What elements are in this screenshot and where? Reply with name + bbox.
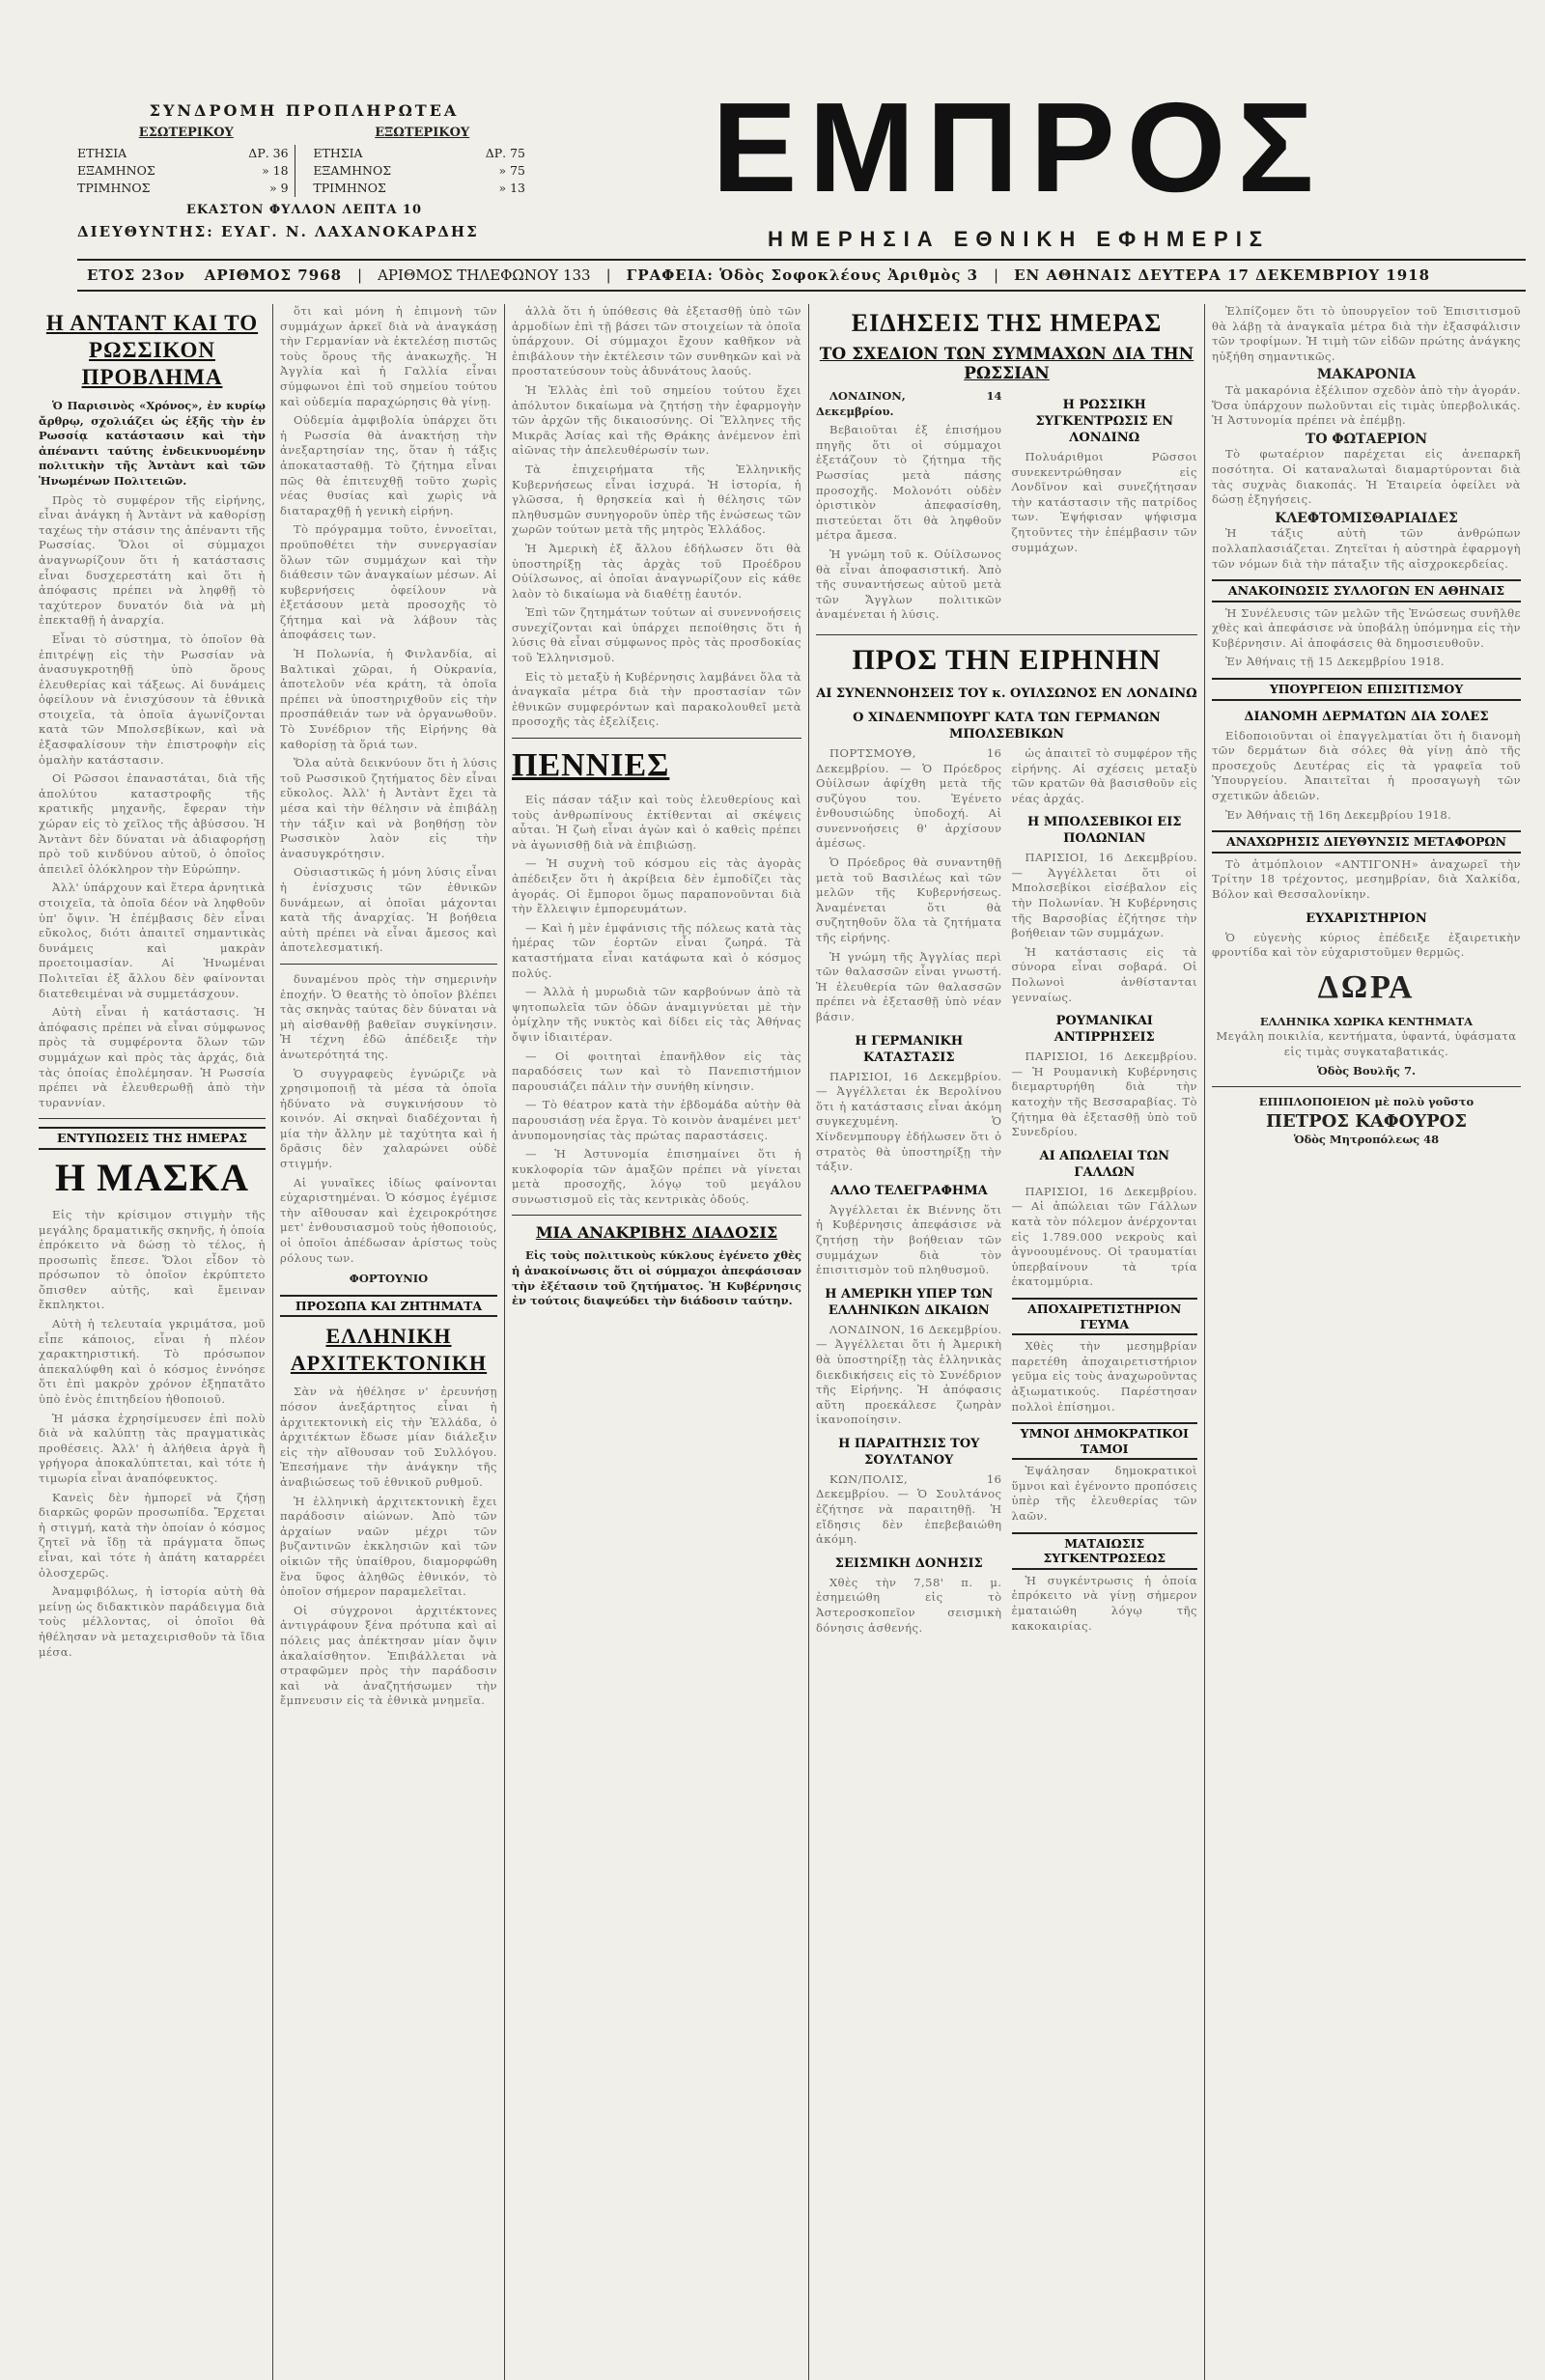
ad-gifts-sub: ΕΛΛΗΝΙΚΑ ΧΩΡΙΚΑ ΚΕΝΤΗΜΑΤΑ — [1259, 1014, 1474, 1028]
rate-label: ΕΞΑΜΗΝΟΣ — [313, 162, 392, 178]
headline-ministry: ΥΠΟΥΡΓΕΙΟΝ ΕΠΙΣΙΤΙΣΜΟΥ — [1212, 678, 1521, 701]
issue-date: ΕΝ ΑΘΗΝΑΙΣ ΔΕΥΤΕΡΑ 17 ΔΕΚΕΜΒΡΙΟΥ 1918 — [1014, 266, 1431, 284]
section-impressions: ΕΝΤΥΠΩΣΕΙΣ ΤΗΣ ΗΜΕΡΑΣ — [39, 1127, 266, 1150]
headline-democratic-hymns: ΥΜΝΟΙ ΔΗΜΟΚΡΑΤΙΚΟΙ ΤΑΜΟΙ — [1012, 1422, 1198, 1460]
headline-shipping: ΑΝΑΧΩΡΗΣΙΣ ΔΙΕΥΘΥΝΣΙΣ ΜΕΤΑΦΟΡΩΝ — [1212, 830, 1521, 854]
rate-label: ΤΡΙΜΗΝΟΣ — [313, 180, 386, 195]
column-1: Η ΑΝΤΑΝΤ ΚΑΙ ΤΟ ΡΩΣΣΙΚΟΝ ΠΡΟΒΛΗΜΑ Ὁ Παρισινὸς «Χρόνος», ἐν κυρίῳ ἄρθρῳ, σχολιάζει ὡς ἑξῆς τὴν ἐν Ρωσσίᾳ κατάστασιν καὶ τὴν ἀπέναντι ταύτης ἐνδεικνυομένην πολιτικὴν τῆς Ἀντὰντ καὶ τῶν Ἡνωμένων Πολιτειῶν. Πρὸς τὸ συμφέρον τῆς εἰρήνης, εἶναι ἀνάγκη ἡ Ἀντὰντ νὰ καθορίσῃ ταχέως τὴν στάσιν της ἀπέναντι τῆς Ρωσσίας. Ὅλοι οἱ σύμμαχοι ἀναγνωρίζουν ὅτι ἡ κατάστασις εἶναι δυσχερεστάτη καὶ ὅτι ἡ ἀπόφασις πρέπει νὰ ληφθῇ τὸ ταχύτερον δυνατόν διὰ νὰ μὴ ἐπεκταθῇ ἡ ἀναρχία. Εἶναι τὸ σύστημα, τὸ ὁποῖον θὰ ἐπιτρέψῃ εἰς τὴν Ρωσσίαν νὰ ἀνασυγκροτηθῇ ὑπὸ ὅρους ἐλευθερίας καὶ τάξεως. Αἱ δυνάμεις ὀφείλουν νὰ ἐνισχύσουν τὰ ἐθνικὰ στοιχεῖα, τὰ ὁποῖα ἀγωνίζονται κατὰ τῶν Μπολσεβίκων, καὶ νὰ ἐξασφαλίσουν τὴν ἐπιστροφὴν εἰς ὁμαλὴν κατάστασιν. Οἱ Ρῶσσοι ἐπαναστάται, διὰ τῆς ἀπολύτου καταστροφῆς τῆς κρατικῆς μηχανῆς, ἔφεραν τὴν χώραν εἰς τὸ χεῖλος τῆς ἀβύσσου. Ἡ Ἀντὰντ δὲν δύναται νὰ ἀδιαφορήσῃ πρὸ τοῦ κινδύνου αὐτοῦ, ὁ ὁποῖος ἀπειλεῖ ὁλόκληρον τὴν Εὐρώπην. Ἀλλ' ὑπάρχουν καὶ ἕτερα ἀρνητικὰ στοιχεῖα, τὰ ὁποῖα δέον νὰ ληφθοῦν ὑπ' ὄψιν. Ἡ ἐπέμβασις δὲν εἶναι εὔκολος, διότι ἀπαιτεῖ σημαντικὰς δυνάμεις καὶ μακρὰν προετοιμασίαν. Αἱ Ἡνωμέναι Πολιτεῖαι ἐξ ἄλλου δὲν φαίνονται διατεθειμέναι νὰ συμμετάσχουν. Αὐτὴ εἶναι ἡ κατάστασις. Ἡ ἀπόφασις πρέπει νὰ εἶναι σύμφωνος πρὸς τὰ συμφέροντα ὅλων τῶν συμμάχων καὶ πρὸς τὰς ἀρχάς, διὰ τὰς ὁποίας ἐπολέμησαν. Ἡ Ρωσσία πρέπει νὰ ἐλευθερωθῇ ἀπὸ τὴν τυραννίαν. ΕΝΤΥΠΩΣΕΙΣ ΤΗΣ ΗΜΕΡΑΣ Η ΜΑΣΚΑ Εἰς τὴν κρίσιμον στιγμὴν τῆς μεγάλης δραματικῆς σκηνῆς, ἡ ὁποία ἐπρόκειτο νὰ δώσῃ τὸ τέλος, ἡ προσωπὶς ἔπεσε. Ὅλοι εἶδον τὸ πρόσωπον τὸ ὁποῖον ἐκρύπτετο ὄπισθεν αὐτῆς, καὶ ἔμειναν ἔκπληκτοι. Αὐτὴ ἡ τελευταία γκριμάτσα, μοῦ εἶπε κάποιος, εἶναι ἡ πλέον χαρακτηριστική. Τὸ πρόσωπον ἀπεκαλύφθη καὶ ὁ κόσμος ἐννόησε ὅτι ἐπὶ μακρὸν χρόνον ἐξηπατᾶτο ὑπὸ ἑνὸς ἐπιτηδείου ἠθοποιοῦ. Ἡ μάσκα ἐχρησίμευσεν ἐπὶ πολὺ διὰ νὰ καλύπτῃ τὰς πραγματικὰς προθέσεις. Ἀλλ' ἡ ἀλήθεια ἀργὰ ἢ γρήγορα ἀποκαλύπτεται, καὶ τότε ἡ τιμωρία εἶναι ἀναπόφευκτος. Κανεὶς δὲν ἠμπορεῖ νὰ ζήσῃ διαρκῶς φορῶν προσωπίδα. Ἔρχεται ἡ στιγμή, κατὰ τὴν ὁποίαν ὁ κόσμος ζητεῖ νὰ ἴδῃ τὰ πράγματα ὅπως εἶναι, καὶ τότε ἡ ἀπάτη καταρρέει ὁλοσχερῶς. Ἀναμφιβόλως, ἡ ἱστορία αὐτὴ θὰ μείνῃ ὡς διδακτικὸν παράδειγμα διὰ τοὺς μέλλοντας, οἱ ὁποῖοι θὰ ἠθέλησαν νὰ μεταχειρισθοῦν τὰ ἴδια μέσα. — [39, 311, 266, 1659]
column-divider — [272, 304, 273, 2380]
headline-other-telegram: ΑΛΛΟ ΤΕΛΕΓΡΑΦΗΜΑ — [829, 1183, 988, 1198]
foreign-label: ΕΞΩΤΕΡΙΚΟΥ — [375, 126, 470, 140]
phone-number: ΑΡΙΘΜΟΣ ΤΗΛΕΦΩΝΟΥ 133 — [378, 266, 591, 284]
rate-price: » 18 — [262, 162, 289, 178]
ad-furniture: ΕΠΙΠΛΟΠΟΙΕΙΟΝ μὲ πολὺ γοῦστο — [1258, 1095, 1475, 1109]
headline-inaccurate-rumor: ΜΙΑ ΑΝΑΚΡΙΒΗΣ ΔΙΑΔΟΣΙΣ — [535, 1223, 778, 1243]
headline-germany: Η ΓΕΡΜΑΝΙΚΗ ΚΑΤΑΣΤΑΣΙΣ — [855, 1033, 964, 1065]
headline-greek-architecture: ΕΛΛΗΝΙΚΗ ΑΡΧΙΤΕΚΤΟΝΙΚΗ — [290, 1324, 488, 1376]
rate-label: ΤΡΙΜΗΝΟΣ — [77, 180, 151, 195]
newspaper-subtitle: ΗΜΕΡΗΣΙΑ ΕΘΝΙΚΗ ΕΦΗΜΕΡΙΣ — [767, 227, 1271, 251]
rate-price: ΔΡ. 75 — [485, 145, 525, 160]
rate-price: » 9 — [269, 180, 289, 195]
headline-russian-gathering: Η ΡΩΣΣΙΚΗ ΣΥΓΚΕΝΤΡΩΣΙΣ ΕΝ ΛΟΝΔΙΝΩ — [1035, 398, 1174, 445]
headline-america: Η ΑΜΕΡΙΚΗ ΥΠΕΡ ΤΩΝ ΕΛΛΗΝΙΚΩΝ ΔΙΚΑΙΩΝ — [825, 1286, 994, 1318]
headline-romania: ΡΟΥΜΑΝΙΚΑΙ ΑΝΤΙΡΡΗΣΕΙΣ — [1053, 1014, 1155, 1046]
lead-paragraph: Ὁ Παρισινὸς «Χρόνος», ἐν κυρίῳ ἄρθρῳ, σχολιάζει ὡς ἑξῆς τὴν ἐν Ρωσσίᾳ κατάστασιν καὶ τὴν ἀπέναντι ταύτης ἐνδεικνυομένην πολιτικὴν τῆς Ἀντὰντ καὶ τῶν Ἡνωμένων Πολιτειῶν. — [39, 399, 266, 488]
column-2: ὅτι καὶ μόνη ἡ ἐπιμονὴ τῶν συμμάχων ἀρκεῖ διὰ νὰ ἀναγκάσῃ τὴν Γερμανίαν νὰ ἐκτελέσῃ πιστῶς τοὺς ὅρους τῆς ἀνακωχῆς. Ἡ Ἀγγλία καὶ ἡ Γαλλία εἶναι σύμφωνοι ἐπὶ τοῦ σημείου τούτου καὶ οὐδεμία παραχώρησις θὰ γίνῃ. Οὐδεμία ἀμφιβολία ὑπάρχει ὅτι ἡ Ρωσσία θὰ ἀνακτήσῃ τὴν ἀνεξαρτησίαν της, ὅταν ἡ τάξις ἀποκατασταθῇ. Τὸ ζήτημα εἶναι πῶς θὰ ἐπιτευχθῇ τοῦτο χωρὶς νέας θυσίας καὶ χωρὶς νὰ διαταραχθῇ ἡ γενικὴ εἰρήνη. Τὸ πρόγραμμα τοῦτο, ἐννοεῖται, προϋποθέτει τὴν συνεργασίαν ὅλων τῶν συμμάχων καὶ τὴν διάθεσιν τῶν ἀναγκαίων μέσων. Αἱ κυβερνήσεις ὀφείλουν νὰ ἐξετάσουν μετὰ προσοχῆς τὸ ζήτημα καὶ νὰ λάβουν τὰς ἀποφάσεις των. Ἡ Πολωνία, ἡ Φινλανδία, αἱ Βαλτικαὶ χῶραι, ἡ Οὐκρανία, ἀποτελοῦν νέα κράτη, τὰ ὁποῖα πρέπει νὰ ὑποστηριχθοῦν εἰς τὴν προσπάθειάν των νὰ ὀργανωθοῦν. Τὸ Συνέδριον τῆς Εἰρήνης θὰ καθορίσῃ τὰ ὅριά των. Ὅλα αὐτὰ δεικνύουν ὅτι ἡ λύσις τοῦ Ρωσσικοῦ ζητήματος δὲν εἶναι εὔκολος. Ἀλλ' ἡ Ἀντὰντ ἔχει τὰ μέσα καὶ τὴν θέλησιν νὰ ἐπιβάλῃ τὴν τάξιν καὶ νὰ βοηθήσῃ τὸν Ρωσσικὸν λαὸν εἰς τὴν ἀνασυγκρότησιν. Οὐσιαστικῶς ἡ μόνη λύσις εἶναι ἡ ἐνίσχυσις τῶν ἐθνικῶν δυνάμεων, αἱ ὁποῖαι μάχονται κατὰ τῆς ἀναρχίας. Ἡ βοήθεια αὐτὴ πρέπει νὰ εἶναι ἄμεσος καὶ ἀποτελεσματική. δυναμένου πρὸς τὴν σημερινὴν ἐποχήν. Ὁ θεατὴς τὸ ὁποῖον βλέπει τὰς σκηνὰς ταύτας δὲν δύναται νὰ μὴ αἰσθανθῇ βαθεῖαν συγκίνησιν. Ἡ τέχνη ἐδῶ ἀπέδειξε τὴν ἀνωτερότητά της. Ὁ συγγραφεὺς ἐγνώριζε νὰ χρησιμοποιῇ τὰ μέσα τὰ ὁποῖα ἠδύνατο νὰ συγκινήσουν τὸ κοινόν. Αἱ σκηναὶ διαδέχονται ἡ μία τὴν ἄλλην μὲ ταχύτητα καὶ ἡ δρᾶσις δὲν χαλαρώνει οὐδὲ στιγμήν. Αἱ γυναῖκες ἰδίως φαίνονται εὐχαριστημέναι. Ὁ κόσμος ἐγέμισε τὴν αἴθουσαν καὶ ἐχειροκρότησε μετ' ἐνθουσιασμοῦ τοὺς ἠθοποιούς, οἱ ὁποῖοι ἀπέδωσαν ἀρίστως τοὺς ρόλους των. ΦΟΡΤΟΥΝΙΟ ΠΡΟΣΩΠΑ ΚΑΙ ΖΗΤΗΜΑΤΑ ΕΛΛΗΝΙΚΗ ΑΡΧΙΤΕΚΤΟΝΙΚΗ Σὰν νὰ ἠθέλησε ν' ἐρευνήσῃ πόσον ἀνεξάρτητος εἶναι ἡ ἀρχιτεκτονικὴ εἰς τὴν Ἑλλάδα, ὁ ἀρχιτέκτων ἔδωσε μίαν διάλεξιν εἰς τὴν αἴθουσαν τοῦ Συλλόγου. Ἐπεσήμανε τὴν ἀνάγκην τῆς ἀναβιώσεως τοῦ ἐθνικοῦ ρυθμοῦ. Ἡ ἑλληνικὴ ἀρχιτεκτονικὴ ἔχει παράδοσιν αἰώνων. Ἀπὸ τῶν ἀρχαίων ναῶν μέχρι τῶν βυζαντινῶν ἐκκλησιῶν καὶ τῶν οἰκιῶν τῆς ὑπαίθρου, διαμορφώθη ἕνα ὕφος ἀληθῶς ἐθνικόν, τὸ ὁποῖον σήμερον παραμελεῖται. Οἱ σύγχρονοι ἀρχιτέκτονες ἀντιγράφουν ξένα πρότυπα καὶ αἱ πόλεις μας ἀπέκτησαν μίαν ὄψιν ἀκαλαίσθητον. Ἐπιβάλλεται νὰ στραφῶμεν πρὸς τὴν παράδοσιν καὶ νὰ ἀναζητήσωμεν τὴν ἔμπνευσιν εἰς τὰ ἐθνικὰ μνημεῖα. — [280, 304, 497, 1708]
issue-number: ΑΡΙΘΜΟΣ 7968 — [204, 266, 343, 284]
column-5: Ἐλπίζομεν ὅτι τὸ ὑπουργεῖον τοῦ Ἐπισιτισμοῦ θὰ λάβῃ τὰ ἀναγκαῖα μέτρα διὰ τὴν ἐξασφάλισιν τῶν τροφίμων. Ἡ τιμὴ τῶν εἰδῶν πρώτης ἀνάγκης ηὐξήθη σημαντικῶς. ΜΑΚΑΡΟΝΙΑ Τὰ μακαρόνια ἐξέλιπον σχεδὸν ἀπὸ τὴν ἀγοράν. Ὅσα ὑπάρχουν πωλοῦνται εἰς τιμὰς ὑπερβολικάς. Ἡ Ἀστυνομία πρέπει νὰ ἐπέμβῃ. ΤΟ ΦΩΤΑΕΡΙΟΝ Τὸ φωταέριον παρέχεται εἰς ἀνεπαρκῆ ποσότητα. Οἱ καταναλωταὶ διαμαρτύρονται διὰ τὰς συχνὰς διακοπάς. Ἡ Ἑταιρεία ὀφείλει νὰ δώσῃ ἐξηγήσεις. ΚΛΕΦΤΟΜΙΣΘΑΡΙΑΙΔΕΣ Ἡ τάξις αὐτὴ τῶν ἀνθρώπων πολλαπλασιάζεται. Ζητεῖται ἡ αὐστηρὰ ἐφαρμογὴ τῶν νόμων διὰ τὴν πάταξιν τῆς αἰσχροκερδείας. ΑΝΑΚΟΙΝΩΣΙΣ ΣΥΛΛΟΓΩΝ ΕΝ ΑΘΗΝΑΙΣ Ἡ Συνέλευσις τῶν μελῶν τῆς Ἑνώσεως συνῆλθε χθὲς καὶ ἀπεφάσισε νὰ ὑποβάλῃ ὑπόμνημα εἰς τὴν Κυβέρνησιν. Αἱ ἀποφάσεις θὰ δημοσιευθοῦν. Ἐν Ἀθήναις τῇ 15 Δεκεμβρίου 1918. ΥΠΟΥΡΓΕΙΟΝ ΕΠΙΣΙΤΙΣΜΟΥ ΔΙΑΝΟΜΗ ΔΕΡΜΑΤΩΝ ΔΙΑ ΣΟΛΕΣ Εἰδοποιοῦνται οἱ ἐπαγγελματίαι ὅτι ἡ διανομὴ τῶν δερμάτων διὰ σόλες θὰ γίνῃ ἀπὸ τῆς προσεχοῦς Δευτέρας εἰς τὰ γραφεῖα τοῦ Ὑπουργείου. Ἀπαιτεῖται ἡ προσαγωγὴ τῶν σχετικῶν ἀδειῶν. Ἐν Ἀθήναις τῇ 16η Δεκεμβρίου 1918. ΑΝΑΧΩΡΗΣΙΣ ΔΙΕΥΘΥΝΣΙΣ ΜΕΤΑΦΟΡΩΝ Τὸ ἀτμόπλοιον «ΑΝΤΙΓΟΝΗ» ἀναχωρεῖ τὴν Τρίτην 18 τρέχοντος, μεσημβρίαν, διὰ Χαλκίδα, Βόλον καὶ Θεσσαλονίκην. ΕΥΧΑΡΙΣΤΗΡΙΟΝ Ὁ εὐγενὴς κύριος ἐπέδειξε ἐξαιρετικὴν φροντίδα καὶ τὸν εὐχαριστοῦμεν θερμῶς. ΔΩΡΑ ΕΛΛΗΝΙΚΑ ΧΩΡΙΚΑ ΚΕΝΤΗΜΑΤΑ Μεγάλη ποικιλία, κεντήματα, ὑφαντά, ὑφάσματα εἰς τιμὰς συγκαταβατικάς. Ὁδὸς Βουλῆς 7. ΕΠΙΠΛΟΠΟΙΕΙΟΝ μὲ πολὺ γοῦστο ΠΕΤΡΟΣ ΚΑΦΟΥΡΟΣ Ὁδὸς Μητροπόλεως 48 — [1212, 304, 1521, 1147]
section-persons-issues: ΠΡΟΣΩΠΑ ΚΑΙ ΖΗΤΗΜΑΤΑ — [280, 1295, 497, 1318]
headline-entente-russia: Η ΑΝΤΑΝΤ ΚΑΙ ΤΟ ΡΩΣΣΙΚΟΝ ΠΡΟΒΛΗΜΑ — [45, 311, 259, 389]
rate-price: ΔΡ. 36 — [248, 145, 289, 160]
column-divider — [1204, 304, 1205, 2380]
newspaper-logo: ΕΜΠΡΟΣ — [712, 76, 1326, 218]
rate-label: ΕΞΑΜΗΝΟΣ — [77, 162, 155, 178]
headline-seismic: ΣΕΙΣΜΙΚΗ ΔΟΝΗΣΙΣ — [834, 1555, 983, 1571]
offices-address: ΓΡΑΦΕΙΑ: Ὁδὸς Σοφοκλέους Ἀριθμὸς 3 — [626, 266, 979, 284]
ad-gifts: ΔΩΡΑ — [1317, 968, 1416, 1005]
headline-union-notice: ΑΝΑΚΟΙΝΩΣΙΣ ΣΥΛΛΟΓΩΝ ΕΝ ΑΘΗΝΑΙΣ — [1212, 579, 1521, 602]
subhead-leather-distribution: ΔΙΑΝΟΜΗ ΔΕΡΜΑΤΩΝ ΔΙΑ ΣΟΛΕΣ — [1244, 709, 1489, 724]
domestic-label: ΕΣΩΤΕΡΙΚΟΥ — [138, 126, 234, 140]
headline-macaroni: ΜΑΚΑΡΟΝΙΑ — [1316, 367, 1417, 383]
headline-allied-plan: ΤΟ ΣΧΕΔΙΟΝ ΤΩΝ ΣΥΜΜΑΧΩΝ ΔΙΑ ΤΗΝ ΡΩΣΣΙΑΝ — [819, 345, 1194, 383]
subscription-title: ΣΥΝΔΡΟΜΗ ΠΡΟΠΛΗΡΩΤΕΑ — [149, 101, 460, 120]
dateline-london: ΛΟΝΔΙΝΟΝ, 14 Δεκεμβρίου. — [816, 389, 1002, 418]
dateline-bar: ΕΤΟΣ 23ον ΑΡΙΘΜΟΣ 7968 | ΑΡΙΘΜΟΣ ΤΗΛΕΦΩΝΟΥ 133 | ΓΡΑΦΕΙΑ: Ὁδὸς Σοφοκλέους Ἀριθμὸς 3 | ΕΝ ΑΘΗΝΑΙΣ ΔΕΥΤΕΡΑ 17 ΔΕΚΕΜΒΡΙΟΥ 1918 — [77, 259, 1526, 292]
ad-furniture-name: ΠΕΤΡΟΣ ΚΑΦΟΥΡΟΣ — [1265, 1110, 1468, 1132]
masthead — [19, 76, 1526, 333]
year: ΕΤΟΣ 23ον — [87, 266, 185, 284]
column-4: ΕΙΔΗΣΕΙΣ ΤΗΣ ΗΜΕΡΑΣ ΤΟ ΣΧΕΔΙΟΝ ΤΩΝ ΣΥΜΜΑΧΩΝ ΔΙΑ ΤΗΝ ΡΩΣΣΙΑΝ ΛΟΝΔΙΝΟΝ, 14 Δεκεμβρίου. Βεβαιοῦται ἐξ ἐπισήμου πηγῆς ὅτι οἱ σύμμαχοι ἐξετάζουν τὸ ζήτημα τῆς Ρωσσίας μετὰ πάσης προσοχῆς. Μολονότι οὐδὲν ὁριστικὸν ἀπεφασίσθη, πιστεύεται ὅτι θὰ ληφθοῦν μέτρα ἄμεσα. Ἡ γνώμη τοῦ κ. Οὐίλσωνος θὰ εἶναι ἀποφασιστική. Ἀπὸ τῆς συναντήσεως αὐτοῦ μετὰ τῶν Ἄγγλων πολιτικῶν ἀναμένεται ἡ λύσις. Η ΡΩΣΣΙΚΗ ΣΥΓΚΕΝΤΡΩΣΙΣ ΕΝ ΛΟΝΔΙΝΩ Πολυάριθμοι Ρῶσσοι συνεκεντρώθησαν εἰς Λονδῖνον καὶ συνεζήτησαν τὴν κατάστασιν τῆς πατρίδος των. Ἐψήφισαν ψήφισμα ζητοῦντες τὴν ἐπέμβασιν τῶν συμμάχων. ΠΡΟΣ ΤΗΝ ΕΙΡΗΝΗΝ ΑΙ ΣΥΝΕΝΝΟΗΣΕΙΣ ΤΟΥ κ. ΟΥΙΛΣΩΝΟΣ ΕΝ ΛΟΝΔΙΝΩ Ο ΧΙΝΔΕΝΜΠΟΥΡΓ ΚΑΤΑ ΤΩΝ ΓΕΡΜΑΝΩΝ ΜΠΟΛΣΕΒΙΚΩΝ ΠΟΡΤΣΜΟΥΘ, 16 Δεκεμβρίου. — Ὁ Πρόεδρος Οὐίλσων ἀφίχθη μετὰ τῆς συζύγου του. Ἐγένετο ἐνθουσιώδης ὑποδοχή. Αἱ συνεννοήσεις θ' ἀρχίσουν ἀμέσως. Ὁ Πρόεδρος θὰ συναντηθῇ μετὰ τοῦ Βασιλέως καὶ τῶν μελῶν τῆς Κυβερνήσεως. Ἀναμένεται ὅτι θὰ συζητηθοῦν ὅλα τὰ ζητήματα τῆς εἰρήνης. Ἡ γνώμη τῆς Ἀγγλίας περὶ τῶν θαλασσῶν εἶναι γνωστή. Ἡ ἐλευθερία τῶν θαλασσῶν πρέπει νὰ ἐξετασθῇ ὑπὸ νέαν βάσιν. Η ΓΕΡΜΑΝΙΚΗ ΚΑΤΑΣΤΑΣΙΣ ΠΑΡΙΣΙΟΙ, 16 Δεκεμβρίου. — Ἀγγέλλεται ἐκ Βερολίνου ὅτι ἡ κατάστασις εἶναι ἀκόμη συγκεχυμένη. Ὁ Χίνδενμπουργ ἐδήλωσεν ὅτι ὁ στρατὸς θὰ ὑποστηρίξῃ τὴν τάξιν. ΑΛΛΟ ΤΕΛΕΓΡΑΦΗΜΑ Ἀγγέλλεται ἐκ Βιέννης ὅτι ἡ Κυβέρνησις ἀπεφάσισε νὰ ζητήσῃ τὴν βοήθειαν τῶν συμμάχων διὰ τὸν ἐπισιτισμὸν τοῦ πληθυσμοῦ. Η ΑΜΕΡΙΚΗ ΥΠΕΡ ΤΩΝ ΕΛΛΗΝΙΚΩΝ ΔΙΚΑΙΩΝ ΛΟΝΔΙΝΟΝ, 16 Δεκεμβρίου. — Ἀγγέλλεται ὅτι ἡ Ἀμερικὴ θὰ ὑποστηρίξῃ τὰς ἑλληνικὰς διεκδικήσεις εἰς τὸ Συνέδριον τῆς Εἰρήνης. Ἡ ἀπόφασις αὕτη προεκάλεσε ζωηρὰν ἱκανοποίησιν. Η ΠΑΡΑΙΤΗΣΙΣ ΤΟΥ ΣΟΥΛΤΑΝΟΥ ΚΩΝ/ΠΟΛΙΣ, 16 Δεκεμβρίου. — Ὁ Σουλτάνος ἐζήτησε νὰ παραιτηθῇ. Ἡ εἴδησις δὲν ἐπεβεβαιώθη ἀκόμη. ΣΕΙΣΜΙΚΗ ΔΟΝΗΣΙΣ Χθὲς τὴν 7,58' π. μ. ἐσημειώθη εἰς τὸ Ἀστεροσκοπεῖον σεισμικὴ δόνησις ἀσθενής. ὡς ἀπαιτεῖ τὸ συμφέρον τῆς εἰρήνης. Αἱ σχέσεις μεταξὺ τῶν κρατῶν θὰ βασισθοῦν εἰς νέας ἀρχάς. Η ΜΠΟΛΣΕΒΙΚΟΙ ΕΙΣ ΠΟΛΩΝΙΑΝ ΠΑΡΙΣΙΟΙ, 16 Δεκεμβρίου. — Ἀγγέλλεται ὅτι οἱ Μπολσεβίκοι εἰσέβαλον εἰς τὴν Πολωνίαν. Ἡ Κυβέρνησις τῆς Βαρσοβίας ἐζήτησε τὴν βοήθειαν τῶν συμμάχων. Ἡ κατάστασις εἰς τὰ σύνορα εἶναι σοβαρά. Οἱ Πολωνοὶ ἀνθίστανται γενναίως. ΡΟΥΜΑΝΙΚΑΙ ΑΝΤΙΡΡΗΣΕΙΣ ΠΑΡΙΣΙΟΙ, 16 Δεκεμβρίου. — Ἡ Ρουμανικὴ Κυβέρνησις διεμαρτυρήθη διὰ τὴν κατοχὴν τῆς Βεσσαραβίας. Τὸ ζήτημα θὰ ἐξετασθῇ ὑπὸ τοῦ Συνεδρίου. ΑΙ ΑΠΩΛΕΙΑΙ ΤΩΝ ΓΑΛΛΩΝ ΠΑΡΙΣΙΟΙ, 16 Δεκεμβρίου. — Αἱ ἀπώλειαι τῶν Γάλλων κατὰ τὸν πόλεμον ἀνέρχονται εἰς 1.789.000 νεκροὺς καὶ ἀγνοουμένους. Οἱ τραυματίαι ὑπερβαίνουν τὰ τρία ἑκατομμύρια. ΑΠΟΧΑΙΡΕΤΙΣΤΗΡΙΟΝ ΓΕΥΜΑ Χθὲς τὴν μεσημβρίαν παρετέθη ἀποχαιρετιστήριον γεῦμα εἰς τοὺς ἀναχωροῦντας ἀξιωματικούς. Παρέστησαν πολλοὶ ἐπίσημοι. ΥΜΝΟΙ ΔΗΜΟΚΡΑΤΙΚΟΙ ΤΑΜΟΙ Ἐψάλησαν δημοκρατικοὶ ὕμνοι καὶ ἐγένοντο προπόσεις ὑπὲρ τῆς ἐλευθερίας τῶν λαῶν. ΜΑΤΑΙΩΣΙΣ ΣΥΓΚΕΝΤΡΩΣΕΩΣ Ἡ συγκέντρωσις ἡ ὁποία ἐπρόκειτο νὰ γίνῃ σήμερον ἐματαιώθη λόγῳ τῆς κακοκαιρίας. — [816, 309, 1197, 1635]
headline-gas: ΤΟ ΦΩΤΑΕΡΙΟΝ — [1305, 431, 1428, 447]
per-issue-price: ΕΚΑΣΤΟΝ ΦΥΛΛΟΝ ΛΕΠΤΑ 10 — [185, 202, 423, 217]
headline-farewell-lunch: ΑΠΟΧΑΙΡΕΤΙΣΤΗΡΙΟΝ ΓΕΥΜΑ — [1012, 1298, 1198, 1335]
column-3: ἀλλὰ ὅτι ἡ ὑπόθεσις θὰ ἐξετασθῇ ὑπὸ τῶν ἁρμοδίων ἐπὶ τῇ βάσει τῶν στοιχείων τὰ ὁποῖα ὑπάρχουν. Οἱ σύμμαχοι ἔχουν καθῆκον νὰ ἐπιβάλουν τὴν ἐκτέλεσιν τῶν συνθηκῶν καὶ νὰ προστατεύσουν τοὺς ἀδυνάτους λαούς. Ἡ Ἑλλὰς ἐπὶ τοῦ σημείου τούτου ἔχει ἀπόλυτον δικαίωμα νὰ ζητήσῃ τὴν ἐφαρμογὴν τῶν ἀρχῶν τῆς δικαιοσύνης. Οἱ Ἕλληνες τῆς Μικρᾶς Ἀσίας καὶ τῆς Θράκης ἀνέμενον ἐπὶ αἰῶνας τὴν ἀπελευθέρωσίν των. Τὰ ἐπιχειρήματα τῆς Ἑλληνικῆς Κυβερνήσεως εἶναι ἰσχυρά. Ἡ ἱστορία, ἡ γλῶσσα, ἡ θρησκεία καὶ ἡ θέλησις τῶν πληθυσμῶν συνηγοροῦν ὑπὲρ τῆς ἑνώσεως τῶν χωρῶν τούτων μετὰ τῆς μητρὸς Ἑλλάδος. Ἡ Ἀμερικὴ ἐξ ἄλλου ἐδήλωσεν ὅτι θὰ ὑποστηρίξῃ τὰς ἀρχὰς τοῦ Προέδρου Οὐίλσωνος, αἱ ὁποῖαι ἀναγνωρίζουν εἰς κάθε λαὸν τὸ δικαίωμα νὰ διαθέτῃ ἑαυτόν. Ἐπὶ τῶν ζητημάτων τούτων αἱ συνεννοήσεις συνεχίζονται καὶ ὑπάρχει πεποίθησις ὅτι ἡ λύσις θὰ εἶναι σύμφωνος πρὸς τὰς προσδοκίας τοῦ Ἑλληνισμοῦ. Εἰς τὸ μεταξὺ ἡ Κυβέρνησις λαμβάνει ὅλα τὰ ἀναγκαῖα μέτρα διὰ τὴν προστασίαν τῶν ἐθνικῶν συμφερόντων καὶ παρακολουθεῖ μετὰ προσοχῆς τὰς ἐξελίξεις. ΠΕΝΝΙΕΣ Εἰς πάσαν τάξιν καὶ τοὺς ἐλευθερίους καὶ τοὺς ἀνθρωπίνους ἐκτίθενται αἱ σκέψεις αὗται. Ἡ ζωὴ εἶναι ἀγὼν καὶ ὁ καθεὶς πρέπει νὰ ἀγωνισθῇ διὰ νὰ ἐπιβιώσῃ. — Ἡ συχνὴ τοῦ κόσμου εἰς τὰς ἀγορὰς ἀπέδειξεν ὅτι ἡ ἀκρίβεια δὲν ἐμποδίζει τὰς ἀγοράς. Οἱ ἔμποροι ὅμως παραπονοῦνται διὰ τὴν ἔλλειψιν ἐμπορευμάτων. — Καὶ ἡ μὲν ἐμφάνισις τῆς πόλεως κατὰ τὰς ἡμέρας τῶν ἑορτῶν εἶναι ζωηρά. Τὰ καταστήματα εἶναι κατάφωτα καὶ ὁ κόσμος πολύς. — Ἀλλὰ ἡ μυρωδιὰ τῶν καρβούνων ἀπὸ τὰ ψητοπωλεῖα τῶν ὁδῶν ἀναμιγνύεται μὲ τὴν ὀμίχλην τῆς νυκτὸς καὶ δίδει εἰς τὰς Ἀθήνας ὄψιν ἰδιαιτέραν. — Οἱ φοιτηταὶ ἐπανῆλθον εἰς τὰς παραδόσεις των καὶ τὸ Πανεπιστήμιον παρουσιάζει πάλιν τὴν συνήθη κίνησιν. — Τὸ θέατρον κατὰ τὴν ἑβδομάδα αὐτὴν θὰ παρουσιάσῃ νέα ἔργα. Τὸ κοινὸν ἀναμένει μετ' ἀνυπομονησίας τὰς πρώτας παραστάσεις. — Ἡ Ἀστυνομία ἐπισημαίνει ὅτι ἡ κυκλοφορία τῶν ἁμαξῶν πρέπει νὰ γίνεται μετὰ προσοχῆς, λόγῳ τοῦ μεγάλου συνωστισμοῦ εἰς τὰς κεντρικὰς ὁδούς. ΜΙΑ ΑΝΑΚΡΙΒΗΣ ΔΙΑΔΟΣΙΣ Εἰς τοὺς πολιτικοὺς κύκλους ἐγένετο χθὲς ἡ ἀνακοίνωσις ὅτι οἱ σύμμαχοι ἀπεφάσισαν τὴν ἐξέτασιν τοῦ ζητήματος. Ἡ Κυβέρνησις ἐν τούτοις διαψεύδει τὴν διάδοσιν ταύτην. — [512, 304, 801, 1308]
headline-meeting-cancelled: ΜΑΤΑΙΩΣΙΣ ΣΥΓΚΕΝΤΡΩΣΕΩΣ — [1012, 1532, 1198, 1570]
headline-poland: Η ΜΠΟΛΣΕΒΙΚΟΙ ΕΙΣ ΠΟΛΩΝΙΑΝ — [1027, 815, 1182, 847]
column-divider — [808, 304, 809, 2380]
rumor-note: Εἰς τοὺς πολιτικοὺς κύκλους ἐγένετο χθὲς ἡ ἀνακοίνωσις ὅτι οἱ σύμμαχοι ἀπεφάσισαν τὴν ἐξέτασιν τοῦ ζητήματος. Ἡ Κυβέρνησις ἐν τούτοις διαψεύδει τὴν διάδοσιν ταύτην. — [512, 1248, 801, 1308]
ad-gifts-address: Ὁδὸς Βουλῆς 7. — [1317, 1063, 1416, 1078]
subhead-hindenburg: Ο ΧΙΝΔΕΝΜΠΟΥΡΓ ΚΑΤΑ ΤΩΝ ΓΕΡΜΑΝΩΝ ΜΠΟΛΣΕΒΙΚΩΝ — [853, 710, 1161, 742]
column-divider — [504, 304, 505, 2380]
ad-furniture-address: Ὁδὸς Μητροπόλεως 48 — [1293, 1133, 1440, 1147]
rate-label: ΕΤΗΣΙΑ — [313, 145, 363, 160]
subscription-box — [77, 101, 531, 240]
director-line: ΔΙΕΥΘΥΝΤΗΣ: ΕΥΑΓ. Ν. ΛΑΧΑΝΟΚΑΡΔΗΣ — [77, 222, 479, 240]
rate-price: » 13 — [498, 180, 525, 195]
headline-french-losses: ΑΙ ΑΠΩΛΕΙΑΙ ΤΩΝ ΓΑΛΛΩΝ — [1039, 1148, 1170, 1180]
byline: ΦΟΡΤΟΥΝΙΟ — [349, 1272, 429, 1286]
foreign-rates — [313, 126, 531, 197]
headline-sultan: Η ΠΑΡΑΙΤΗΣΙΣ ΤΟΥ ΣΟΥΛΤΑΝΟΥ — [838, 1436, 980, 1468]
headline-towards-peace: ΠΡΟΣ ΤΗΝ ΕΙΡΗΝΗΝ — [852, 643, 1162, 676]
headline-thieves: ΚΛΕΦΤΟΜΙΣΘΑΡΙΑΙΔΕΣ — [1275, 510, 1458, 526]
rate-price: » 75 — [498, 162, 525, 178]
section-news-of-day: ΕΙΔΗΣΕΙΣ ΤΗΣ ΗΜΕΡΑΣ — [851, 309, 1163, 337]
domestic-rates — [77, 126, 295, 197]
headline-pennies: ΠΕΝΝΙΕΣ — [512, 747, 670, 784]
subhead-wilson-london: ΑΙ ΣΥΝΕΝΝΟΗΣΕΙΣ ΤΟΥ κ. ΟΥΙΛΣΩΝΟΣ ΕΝ ΛΟΝΔΙΝΩ — [816, 686, 1197, 701]
headline-mask: Η ΜΑΣΚΑ — [55, 1155, 249, 1199]
headline-thanks: ΕΥΧΑΡΙΣΤΗΡΙΟΝ — [1306, 910, 1427, 926]
rate-label: ΕΤΗΣΙΑ — [77, 145, 127, 160]
